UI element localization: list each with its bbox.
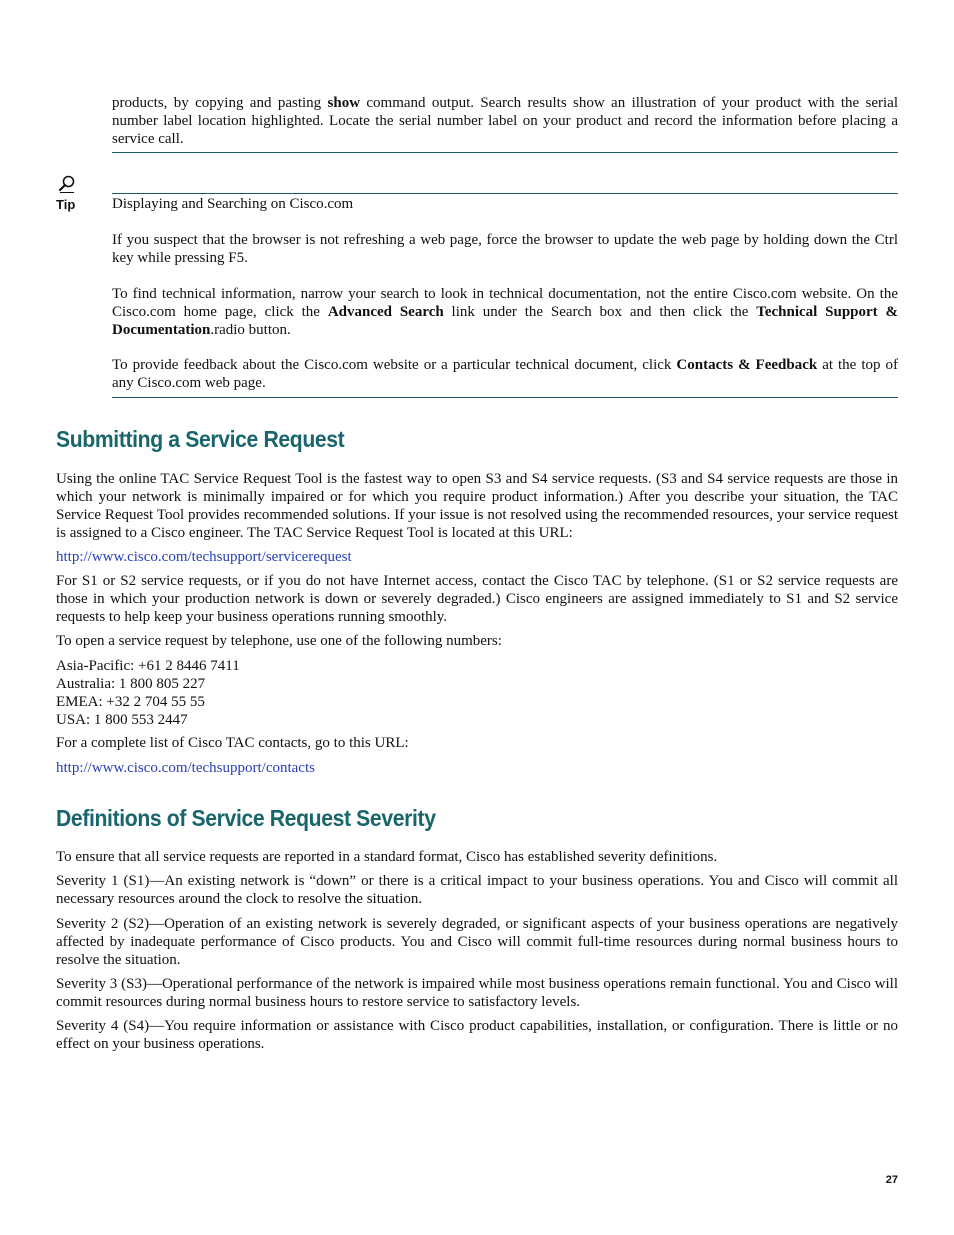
paragraph: Using the online TAC Service Request Tool is the fastest way to open S3 and S4 service requests. (S3 and S4 service requests are those in which your network is minimally impaired or for which you require product information.) After you describe your situation, the TAC Service Request Tool provides recommended solutions. If your issue is not resolved using the recommended resources, your service request is assigned to a Cisco engineer. The TAC Service Request Tool is located at this URL: <box>56 471 898 541</box>
severity-4-paragraph: Severity 4 (S4)—You require information or assistance with Cisco product capabilities, installation, or configuration. There is little or no effect on your business operations. <box>56 1018 898 1052</box>
severity-3-paragraph: Severity 3 (S3)—Operational performance of the network is impaired while most business operations remain functional. You and Cisco will commit resources during normal business hours to restore service to satisfactory levels. <box>56 976 898 1010</box>
phone-list <box>56 657 898 729</box>
page-number: 27 <box>885 1174 898 1186</box>
magnifier-icon <box>57 174 77 194</box>
divider <box>112 193 898 194</box>
divider <box>112 152 898 153</box>
tip-title: Displaying and Searching on Cisco.com <box>112 196 354 212</box>
contacts-link[interactable]: http://www.cisco.com/techsupport/contacts <box>56 760 315 776</box>
tip-paragraph: If you suspect that the browser is not refreshing a web page, force the browser to update the web page by holding down the Ctrl key while pressing F5. <box>112 232 898 266</box>
paragraph: For a complete list of Cisco TAC contacts, go to this URL: <box>56 735 409 751</box>
phone-item: EMEA: +32 2 704 55 55 <box>56 694 205 710</box>
phone-item: Australia: 1 800 805 227 <box>56 676 206 692</box>
section-heading: Submitting a Service Request <box>56 426 345 452</box>
divider <box>112 397 898 398</box>
paragraph: To open a service request by telephone, use one of the following numbers: <box>56 633 502 649</box>
phone-item: USA: 1 800 553 2447 <box>56 712 188 728</box>
tip-label: Tip <box>56 197 76 212</box>
tip-paragraph: To provide feedback about the Cisco.com website or a particular technical document, click Contacts & Feedback at the top of any Cisco.com web page. <box>112 357 898 391</box>
paragraph: To ensure that all service requests are reported in a standard format, Cisco has established severity definitions. <box>56 849 718 865</box>
service-request-link[interactable]: http://www.cisco.com/techsupport/servicerequest <box>56 549 352 565</box>
intro-paragraph: products, by copying and pasting show command output. Search results show an illustration of your product with the serial number label location highlighted. Locate the serial number label on your product and record the information before placing a service call. <box>112 95 898 147</box>
tip-paragraph: To find technical information, narrow your search to look in technical documentation, not the entire Cisco.com website. On the Cisco.com home page, click the Advanced Search link under the Search box and then click the Technical Support & Documentation.radio button. <box>112 286 899 338</box>
phone-item: Asia-Pacific: +61 2 8446 7411 <box>56 658 240 674</box>
paragraph: For S1 or S2 service requests, or if you do not have Internet access, contact the Cisco TAC by telephone. (S1 or S2 service requests are those in which your production network is down or severely degraded.) Cisco engineers are assigned immediately to S1 and S2 service requests to help keep your business operations running smoothly. <box>56 573 898 625</box>
severity-2-paragraph: Severity 2 (S2)—Operation of an existing network is severely degraded, or significant aspects of your business operations are negatively affected by inadequate performance of Cisco products. You and Cisco will commit full-time resources during normal business hours to resolve the situation. <box>56 916 898 968</box>
section-heading: Definitions of Service Request Severity <box>56 805 436 831</box>
severity-1-paragraph: Severity 1 (S1)—An existing network is “down” or there is a critical impact to your business operations. You and Cisco will commit all necessary resources around the clock to resolve the situation. <box>56 873 898 907</box>
